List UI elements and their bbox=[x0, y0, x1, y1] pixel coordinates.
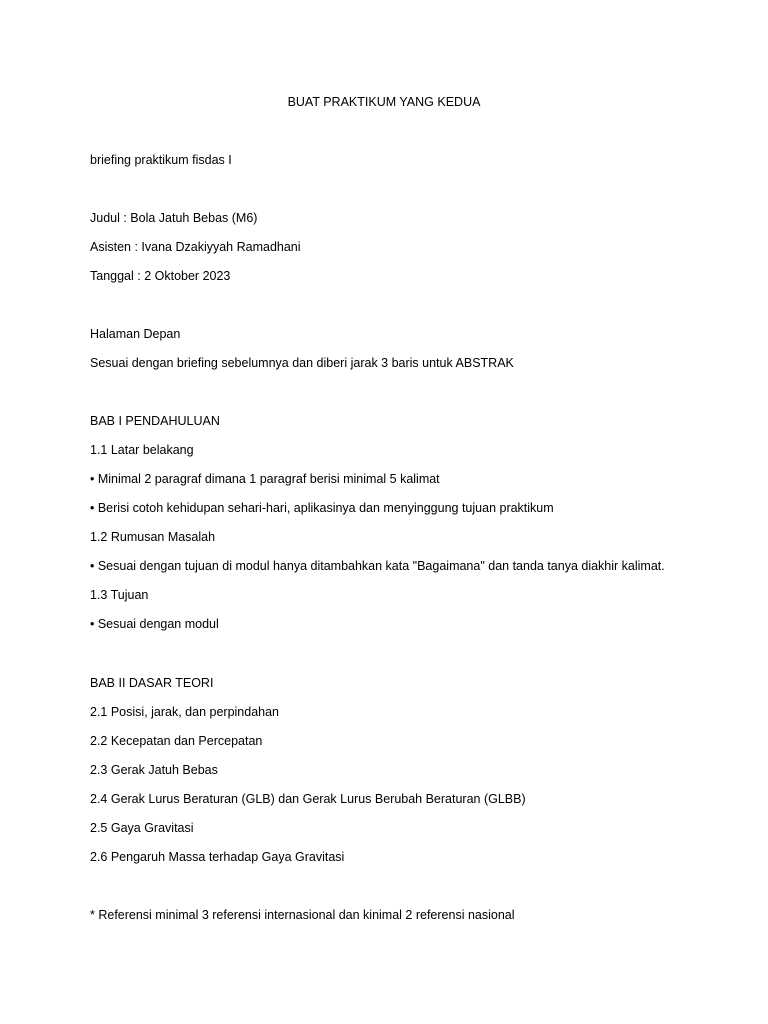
bab1-line: • Sesuai dengan tujuan di modul hanya ditambahkan kata "Bagaimana" dan tanda tanya diakhir kalimat. bbox=[90, 559, 665, 573]
bab2-line: 2.2 Kecepatan dan Percepatan bbox=[90, 734, 263, 748]
bab2-line: 2.3 Gerak Jatuh Bebas bbox=[90, 763, 218, 777]
bab1-line: 1.2 Rumusan Masalah bbox=[90, 530, 216, 544]
halaman-depan-text: Sesuai dengan briefing sebelumnya dan diberi jarak 3 baris untuk ABSTRAK bbox=[90, 356, 514, 370]
bab1-heading: BAB I PENDAHULUAN bbox=[90, 414, 220, 428]
document-title: BUAT PRAKTIKUM YANG KEDUA bbox=[287, 95, 481, 109]
halaman-depan-heading: Halaman Depan bbox=[90, 327, 181, 341]
judul-line: Judul : Bola Jatuh Bebas (M6) bbox=[90, 211, 258, 225]
bab1-line: • Sesuai dengan modul bbox=[90, 617, 219, 631]
tanggal-line: Tanggal : 2 Oktober 2023 bbox=[90, 269, 231, 283]
bab2-line: 2.6 Pengaruh Massa terhadap Gaya Gravitasi bbox=[90, 850, 345, 864]
asisten-line: Asisten : Ivana Dzakiyyah Ramadhani bbox=[90, 240, 301, 254]
bab2-line: 2.5 Gaya Gravitasi bbox=[90, 821, 194, 835]
bab1-line: 1.1 Latar belakang bbox=[90, 443, 194, 457]
bab2-line: 2.4 Gerak Lurus Beraturan (GLB) dan Gerak Lurus Berubah Beraturan (GLBB) bbox=[90, 792, 526, 806]
bab2-line: 2.1 Posisi, jarak, dan perpindahan bbox=[90, 705, 280, 719]
briefing-line: briefing praktikum fisdas I bbox=[90, 153, 232, 167]
bab1-line: • Berisi cotoh kehidupan sehari-hari, aplikasinya dan menyinggung tujuan praktikum bbox=[90, 501, 554, 515]
bab1-line: 1.3 Tujuan bbox=[90, 588, 149, 602]
bab2-heading: BAB II DASAR TEORI bbox=[90, 676, 214, 690]
reference-note: * Referensi minimal 3 referensi internasional dan kinimal 2 referensi nasional bbox=[90, 908, 515, 922]
bab1-line: • Minimal 2 paragraf dimana 1 paragraf berisi minimal 5 kalimat bbox=[90, 472, 440, 486]
